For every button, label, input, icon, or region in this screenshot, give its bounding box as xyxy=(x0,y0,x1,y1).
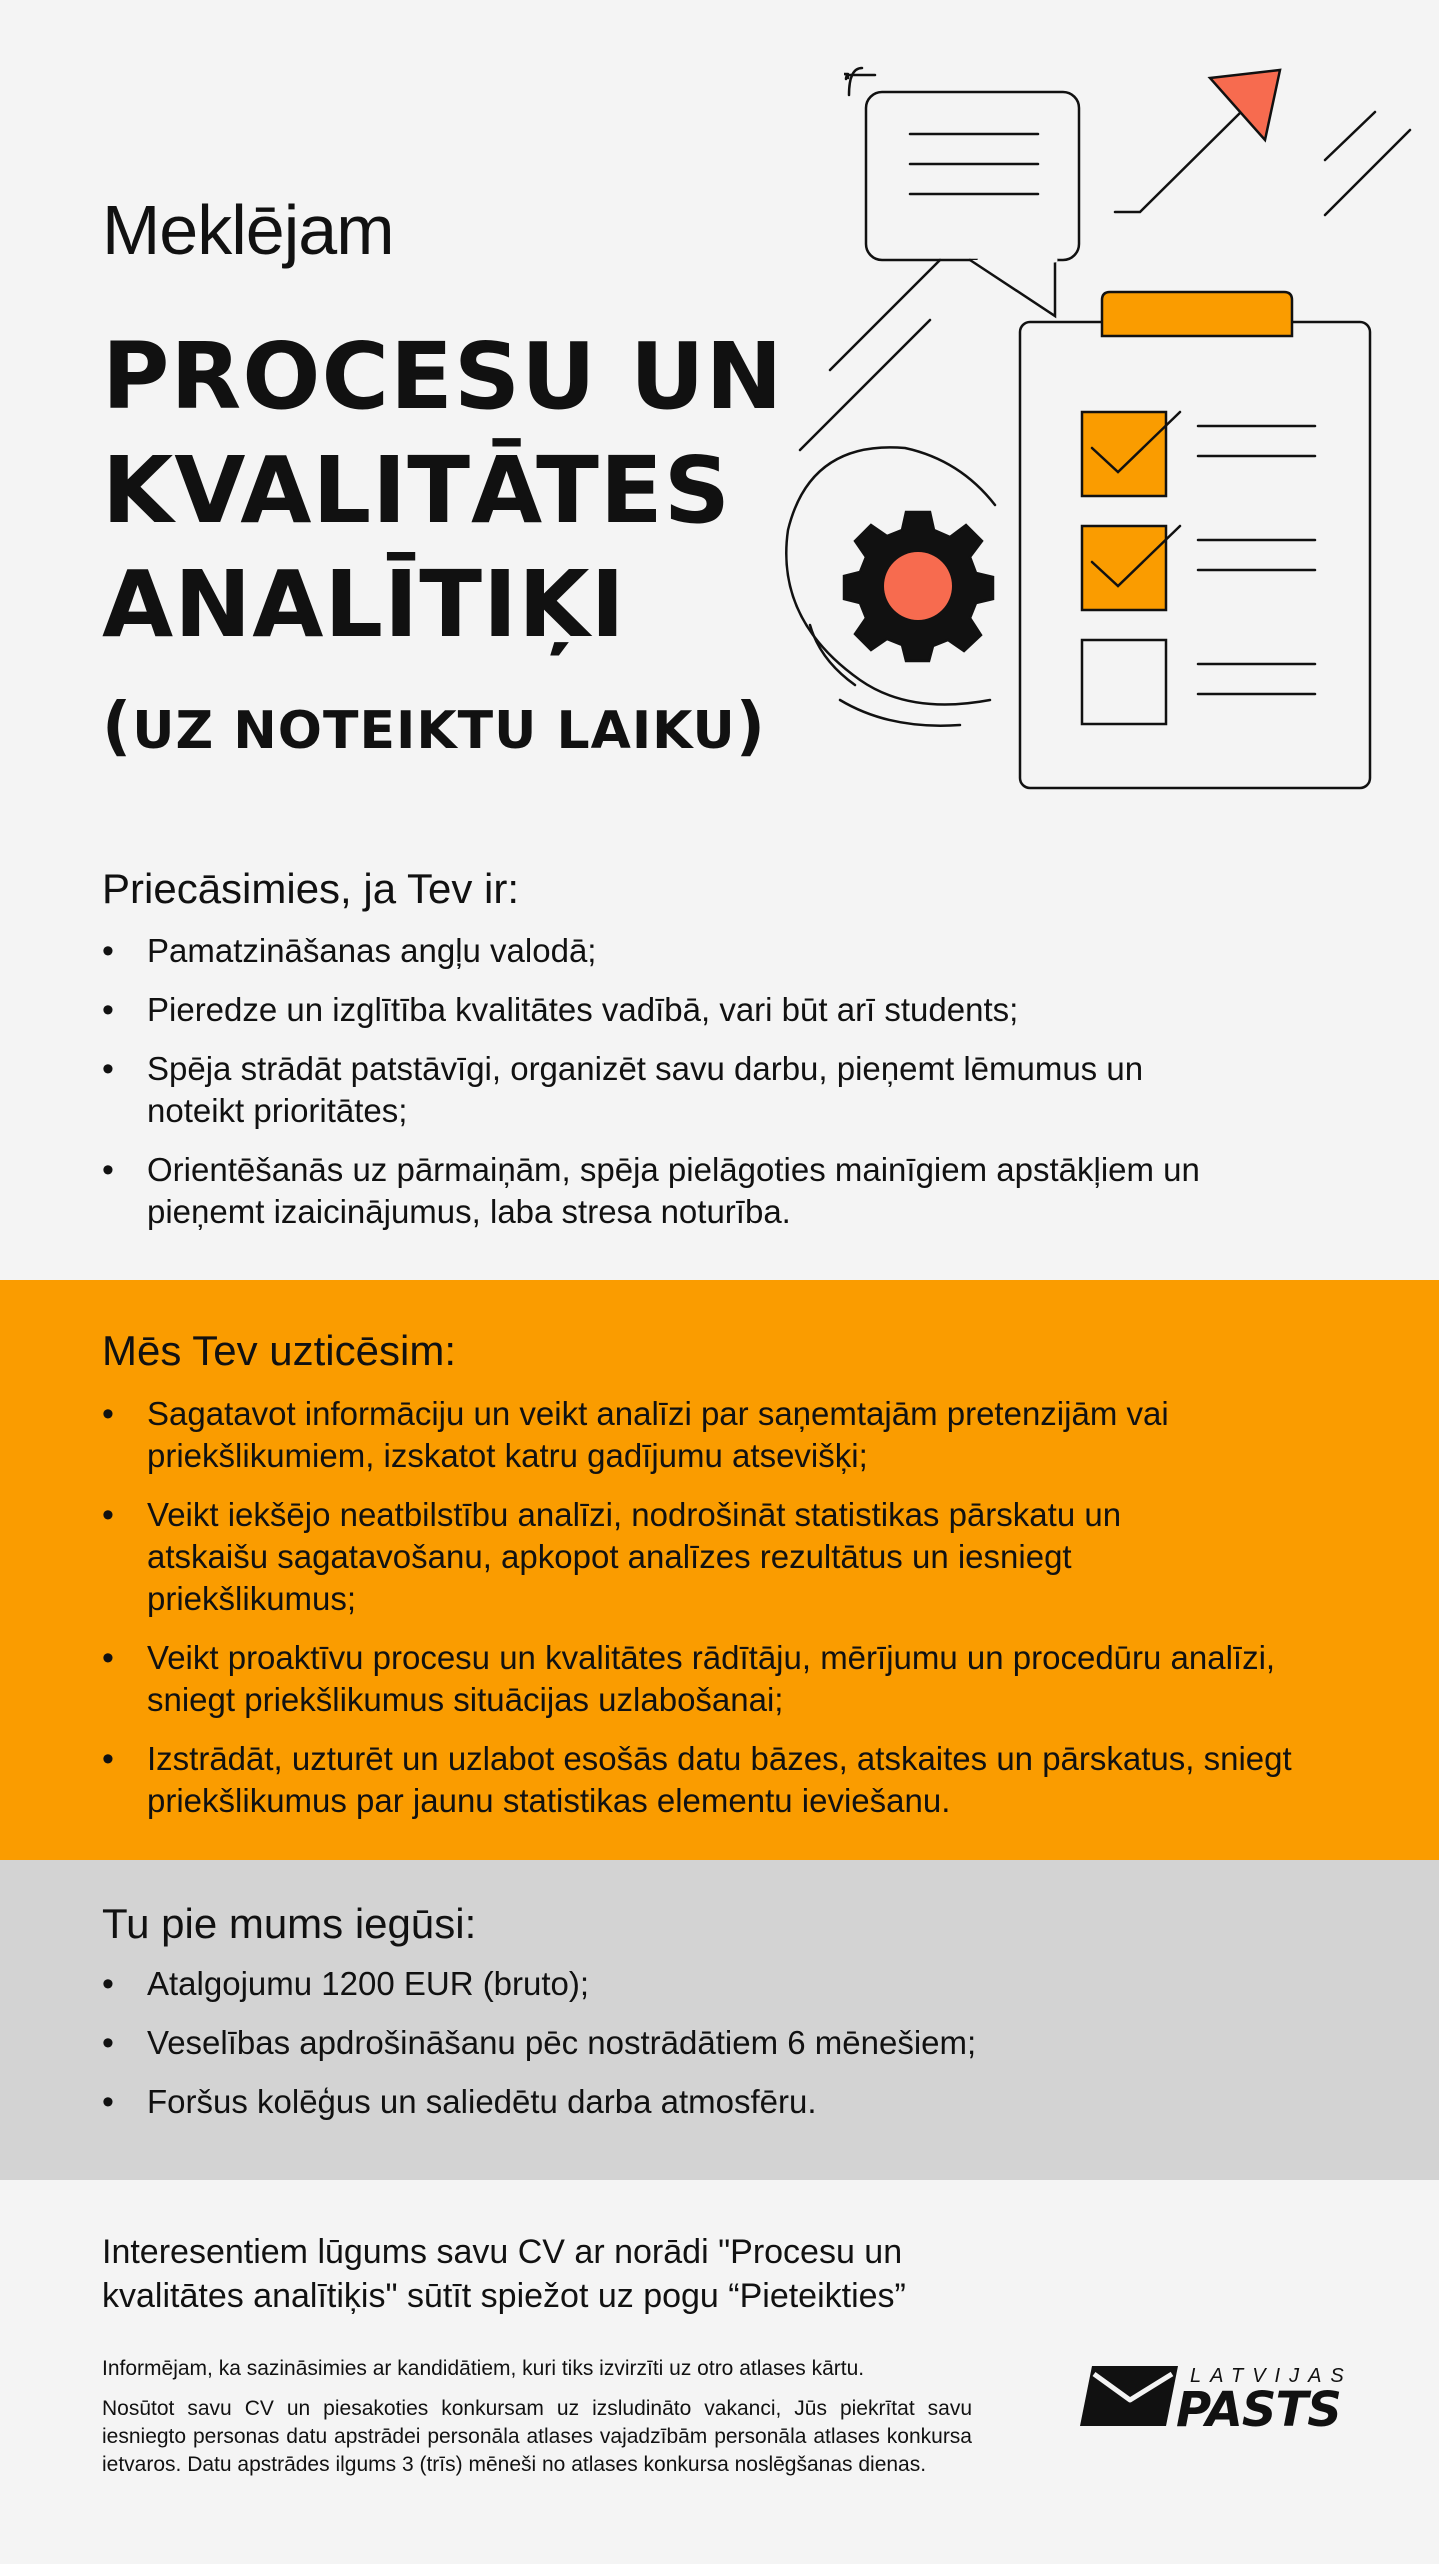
list-item: • Veselības apdrošināšanu pēc nostrādātiem 6 mēnešiem; xyxy=(102,2022,1302,2064)
duties-heading: Mēs Tev uzticēsim: xyxy=(102,1327,456,1374)
list-item: • Orientēšanās uz pārmaiņām, spēja pielāgoties mainīgiem apstākļiem un pieņemt izaicinājumus, laba stresa noturība. xyxy=(102,1149,1252,1233)
list-item: • Veikt proaktīvu procesu un kvalitātes rādītāju, mērījumu un procedūru analīzi, sniegt priekšlikumus situācijas uzlabošanai; xyxy=(102,1637,1277,1721)
logo-main-text: PASTS xyxy=(1176,2382,1341,2432)
job-title-line-2: KVALITĀTES xyxy=(102,437,731,544)
intro-text: Meklējam xyxy=(102,191,394,269)
data-consent-text: Nosūtot savu CV un piesakoties konkursam uz izsludināto vakanci, Jūs piekrītat savu iesniegto personas datu apstrādei personāla atlases vajadzībām personāla atlases konkursa ietvaros. Datu apstrādes ilgums 3 (trīs) mēneši no atlases konkursa noslēgšanas dienas. xyxy=(102,2397,972,2476)
benefits-heading: Tu pie mums iegūsi: xyxy=(102,1900,477,1947)
checkbox-checked-icon xyxy=(1082,526,1180,610)
envelope-logo-icon xyxy=(1080,2366,1178,2426)
application-instructions: Interesentiem lūgums savu CV ar norādi "Procesu un kvalitātes analītiķis" sūtīt spiežot uz pogu “Pieteikties” xyxy=(102,2233,906,2315)
list-item: • Sagatavot informāciju un veikt analīzi par saņemtajām pretenzijām vai priekšlikumiem, izskatot katru gadījumu atsevišķi; xyxy=(102,1393,1277,1477)
illustration xyxy=(770,60,1439,820)
requirements-list xyxy=(102,930,1252,1250)
subtitle-close-paren: ) xyxy=(735,690,767,764)
benefits-list xyxy=(102,1963,1302,2140)
job-subtitle xyxy=(102,690,766,764)
list-item: • Izstrādāt, uzturēt un uzlabot esošās datu bāzes, atskaites un pārskatus, sniegt priekšlikumus par jaunu statistikas elementu ieviešanu. xyxy=(102,1738,1327,1822)
list-item: • Pieredze un izglītība kvalitātes vadībā, vari būt arī students; xyxy=(102,989,1252,1031)
list-item: • Atalgojumu 1200 EUR (bruto); xyxy=(102,1963,1302,2005)
benefits-section xyxy=(0,1860,1439,2180)
duties-section xyxy=(0,1280,1439,1860)
checkbox-empty-icon xyxy=(1082,640,1166,724)
latvijas-pasts-logo xyxy=(1078,2360,1378,2432)
checkbox-checked-icon xyxy=(1082,412,1180,496)
subtitle-text: UZ NOTEIKTU LAIKU xyxy=(132,701,736,761)
contact-notice: Informējam, ka sazināsimies ar kandidātiem, kuri tiks izvirzīti uz otro atlases kārtu. xyxy=(102,2357,865,2380)
list-item: • Pamatzināšanas angļu valodā; xyxy=(102,930,1252,972)
arrow-up-right-icon xyxy=(1115,70,1410,215)
logo-top-text: LATVIJAS xyxy=(1190,2365,1353,2387)
subtitle-open-paren: ( xyxy=(102,690,133,764)
hero-section xyxy=(0,0,1439,1280)
list-item: • Foršus kolēģus un saliedētu darba atmosfēru. xyxy=(102,2081,1302,2123)
duties-list xyxy=(102,1393,1302,1839)
requirements-heading: Priecāsimies, ja Tev ir: xyxy=(102,865,520,912)
list-item: • Spēja strādāt patstāvīgi, organizēt savu darbu, pieņemt lēmumus un noteikt prioritātes; xyxy=(102,1048,1247,1132)
job-title-line-1: PROCESU UN xyxy=(102,323,784,430)
clipboard-checklist-icon xyxy=(1020,292,1370,788)
job-title-line-3: ANALĪTIĶI xyxy=(102,551,626,658)
list-item: • Veikt iekšējo neatbilstību analīzi, nodrošināt statistikas pārskatu un atskaišu sagatavošanu, apkopot analīzes rezultātus un iesniegt priekšlikumus; xyxy=(102,1494,1227,1620)
speech-bubble-icon xyxy=(844,68,1079,316)
job-title xyxy=(102,320,822,662)
gear-icon xyxy=(844,512,993,661)
